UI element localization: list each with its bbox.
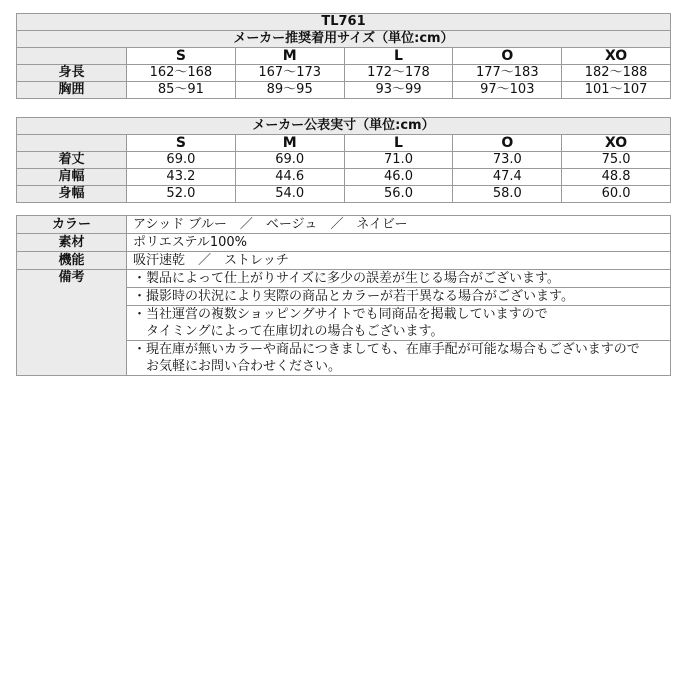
spec-label: カラー [17,216,127,234]
size-header-m: M [235,48,344,65]
table-cell: 48.8 [562,169,671,186]
actual-size-subtitle: メーカー公表実寸（単位:cm） [17,118,671,135]
note-line: お気軽にお問い合わせください。 [133,359,342,374]
spec-row-color [17,216,671,234]
table-row [17,65,671,82]
spec-label: 素材 [17,234,127,252]
header-blank-cell [17,48,127,65]
table-cell: 167～173 [235,65,344,82]
size-header-o: O [453,48,562,65]
spec-value: 吸汗速乾 ／ ストレッチ [127,252,671,270]
product-code-title: TL761 [17,14,671,31]
table-cell: 43.2 [127,169,236,186]
note-cell [127,288,671,306]
table-cell: 182～188 [562,65,671,82]
row-label: 身幅 [17,186,127,203]
table-row [17,82,671,99]
size-header-s: S [127,135,236,152]
note-line: ・撮影時の状況により実際の商品とカラーが若干異なる場合がございます。 [133,289,574,304]
table-row [17,152,671,169]
size-header-m: M [235,135,344,152]
table-cell: 60.0 [562,186,671,203]
table-cell: 75.0 [562,152,671,169]
recommended-size-subtitle: メーカー推奨着用サイズ（単位:cm） [17,31,671,48]
table-cell: 54.0 [235,186,344,203]
size-header-s: S [127,48,236,65]
row-label: 肩幅 [17,169,127,186]
note-line: ・当社運営の複数ショッピングサイトでも同商品を掲載していますので [133,307,548,322]
table-cell: 71.0 [344,152,453,169]
note-line: ・現在庫が無いカラーや商品につきましても、在庫手配が可能な場合もございますので [133,342,640,357]
row-label: 身長 [17,65,127,82]
size-header-l: L [344,48,453,65]
recommended-size-table [16,13,671,99]
row-label: 着丈 [17,152,127,169]
size-header-o: O [453,135,562,152]
table-cell: 69.0 [127,152,236,169]
table-row [17,186,671,203]
table-cell: 172～178 [344,65,453,82]
notes-label: 備考 [17,270,127,376]
table-cell: 69.0 [235,152,344,169]
note-cell [127,306,671,341]
table-cell: 101～107 [562,82,671,99]
table-cell: 47.4 [453,169,562,186]
size-header-xo: XO [562,135,671,152]
spec-row-function [17,252,671,270]
note-cell [127,341,671,376]
table-cell: 73.0 [453,152,562,169]
table-cell: 56.0 [344,186,453,203]
note-line: ・製品によって仕上がりサイズに多少の誤差が生じる場合がございます。 [133,271,560,286]
table-cell: 93～99 [344,82,453,99]
spec-row-material [17,234,671,252]
spec-value: ポリエステル100% [127,234,671,252]
note-row [17,270,671,288]
table-cell: 44.6 [235,169,344,186]
product-spec-table [16,215,671,376]
note-cell [127,270,671,288]
table-cell: 46.0 [344,169,453,186]
note-line: タイミングによって在庫切れの場合もございます。 [133,324,444,339]
table-cell: 162～168 [127,65,236,82]
table-cell: 97～103 [453,82,562,99]
table-cell: 52.0 [127,186,236,203]
actual-size-table [16,117,671,203]
spec-label: 機能 [17,252,127,270]
table-cell: 89～95 [235,82,344,99]
table-cell: 177～183 [453,65,562,82]
row-label: 胸囲 [17,82,127,99]
spec-value: アシッド ブルー ／ ベージュ ／ ネイビー [127,216,671,234]
table-row [17,169,671,186]
table-cell: 58.0 [453,186,562,203]
table-cell: 85～91 [127,82,236,99]
size-header-l: L [344,135,453,152]
size-header-xo: XO [562,48,671,65]
header-blank-cell [17,135,127,152]
